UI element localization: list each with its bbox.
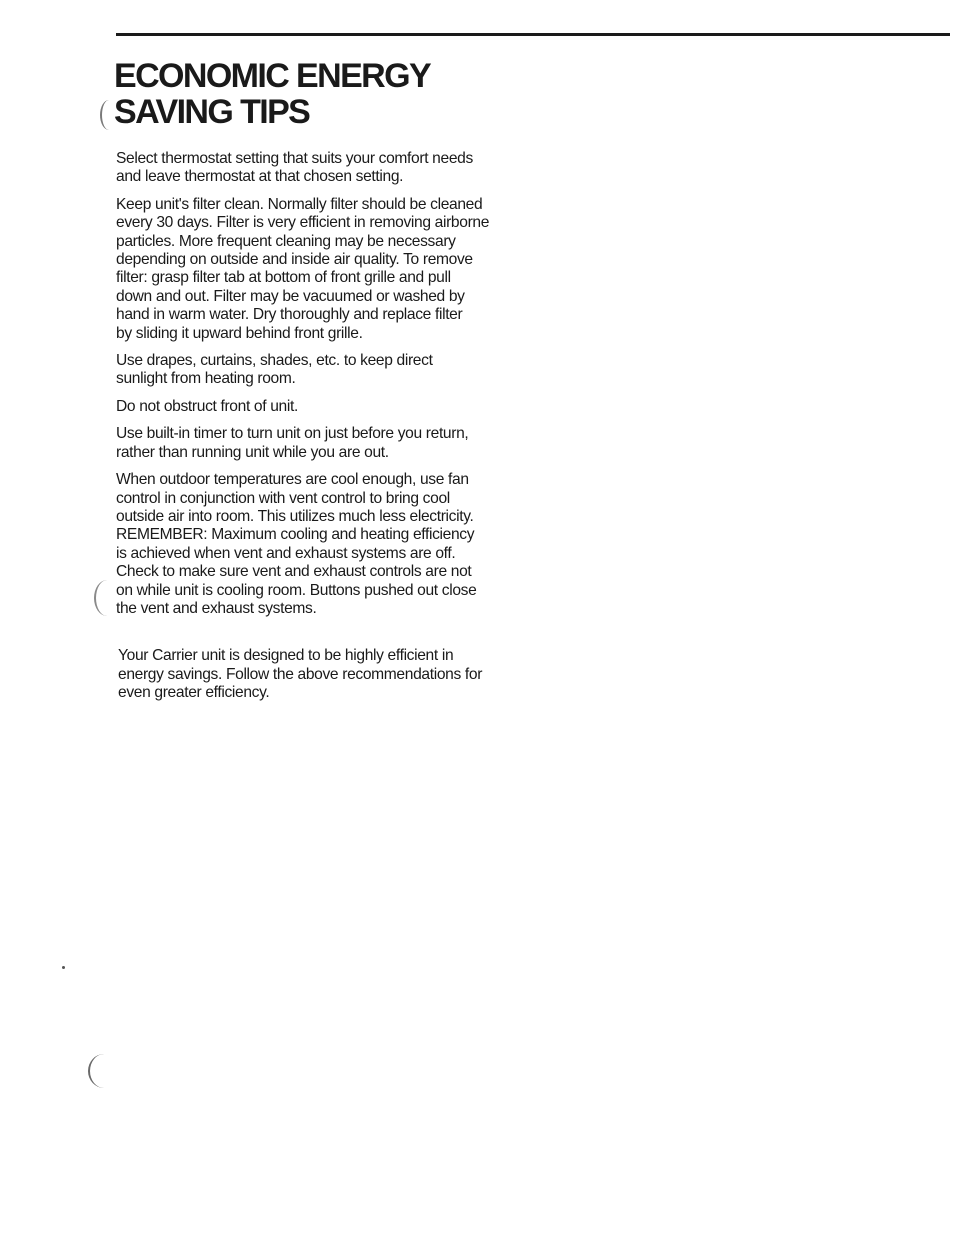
binder-hole-mark-middle	[94, 580, 120, 616]
tip-timer: Use built-in timer to turn unit on just before you return, rather than running unit while you are out.	[116, 425, 469, 461]
tips-body	[116, 150, 526, 712]
binder-hole-mark-top	[100, 100, 118, 130]
tip-filter: Keep unit's filter clean. Normally filter should be cleaned every 30 days. Filter is very efficient in removing airborne particles. More frequent cleaning may be necessary depending on outside and inside air quality. To remove filter: grasp filter tab at bottom of front grille and pull down and out. Filter may be vacuumed or washed by hand in warm water. Dry thoroughly and replace filter by sliding it upward behind front grille.	[116, 195, 490, 342]
scan-speck	[62, 966, 65, 969]
top-rule	[116, 33, 950, 36]
tip-obstruct: Do not obstruct front of unit.	[116, 397, 298, 415]
title-line-2: SAVING TIPS	[114, 93, 310, 131]
binder-hole-mark-bottom	[88, 1054, 120, 1088]
tip-thermostat: Select thermostat setting that suits your comfort needs and leave thermostat at that chosen setting.	[116, 150, 473, 186]
tip-vent-control: When outdoor temperatures are cool enough, use fan control in conjunction with vent control to bring cool outside air into room. This utilizes much less electricity. REMEMBER: Maximum cooling and heating efficiency is achieved when vent and exhaust systems are off. Check to make sure vent and exhaust controls are not on while unit is cooling room. Buttons pushed out close the vent and exhaust systems.	[116, 471, 477, 617]
page-title	[114, 58, 430, 130]
tip-drapes: Use drapes, curtains, shades, etc. to keep direct sunlight from heating room.	[116, 352, 433, 388]
closing-paragraph: Your Carrier unit is designed to be highly efficient in energy savings. Follow the above recommendations for even greater efficiency.	[118, 647, 483, 702]
title-line-1: ECONOMIC ENERGY	[114, 57, 431, 95]
